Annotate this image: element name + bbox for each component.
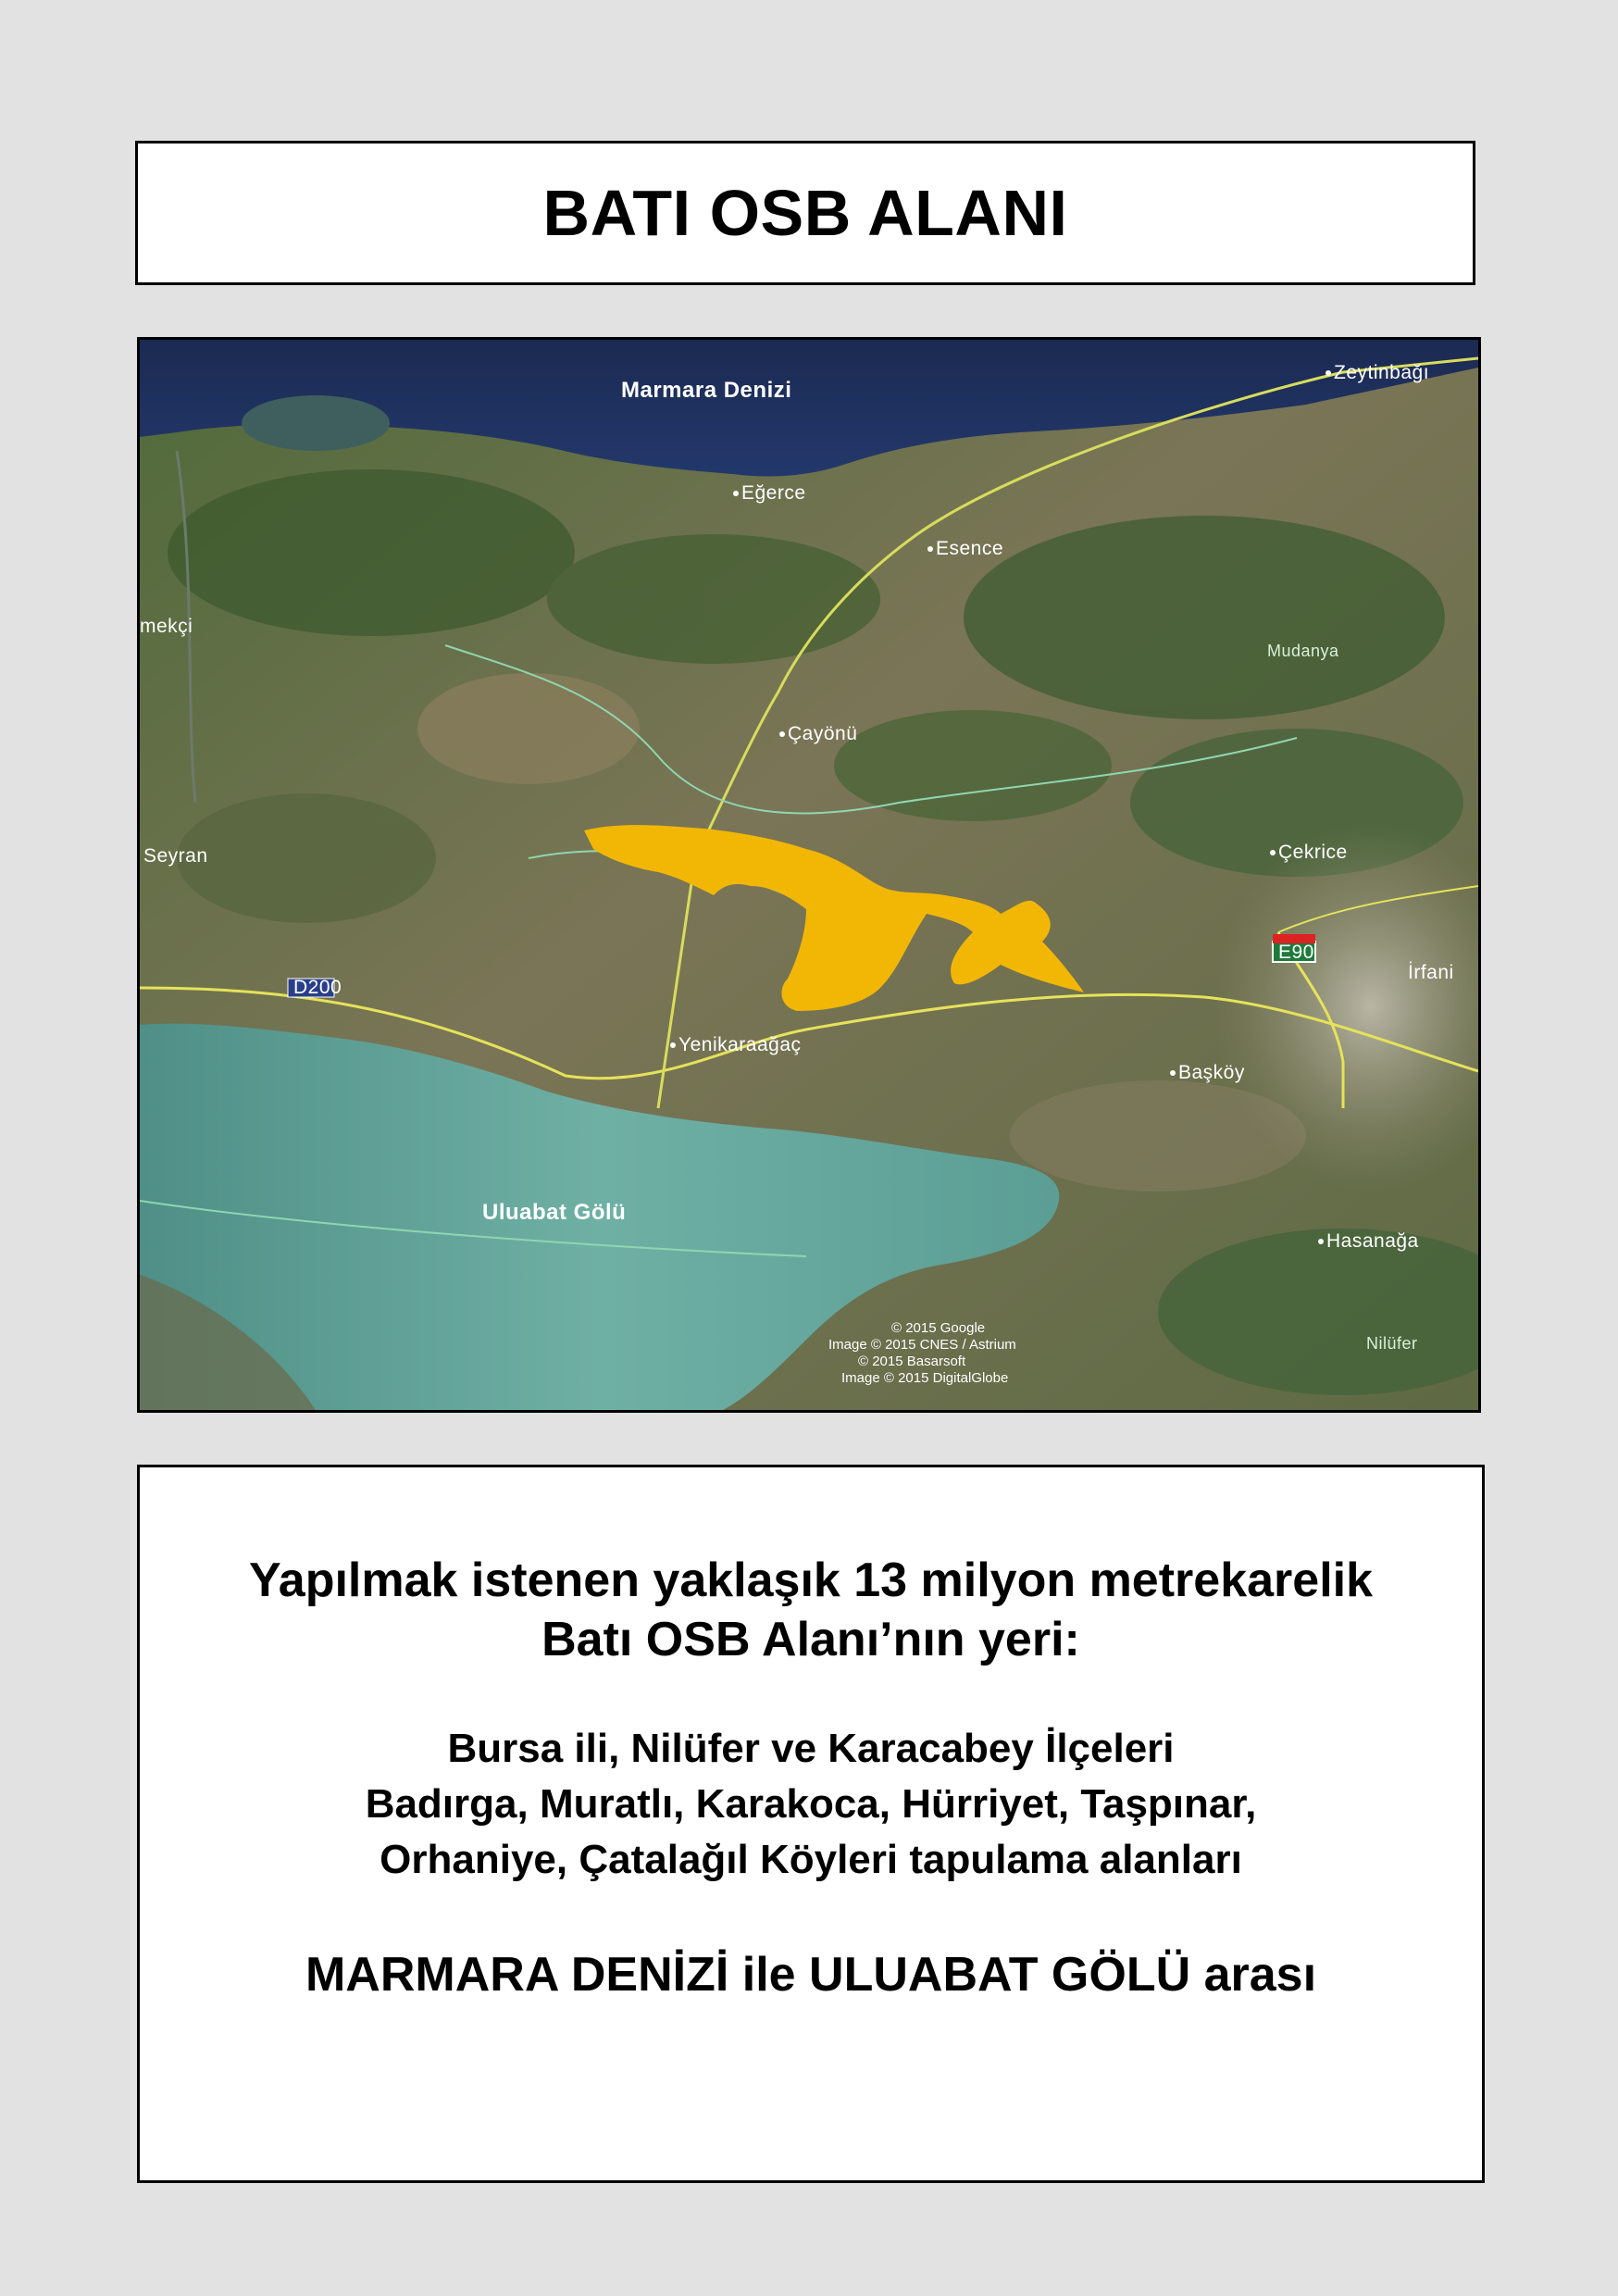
title-box [135,141,1475,285]
page-title: BATI OSB ALANI [542,177,1068,249]
lead-line-1: Yapılmak istenen yaklaşık 13 milyon metrekarelik [248,1554,1374,1607]
satellite-map[interactable] [137,337,1481,1413]
yenikaraagac-label: Yenikaraağaç [678,1034,802,1055]
egerce-label: Eğerce [741,482,806,504]
detail-line-1: Bursa ili, Nilüfer ve Karacabey İlçeleri [447,1726,1175,1771]
attribution-1: © 2015 Google [891,1320,986,1336]
detail-line-2: Badırga, Muratlı, Karakoca, Hürriyet, Taşpınar, [365,1781,1257,1827]
d200-label: D200 [293,977,342,998]
hasanaga-label: Hasanağa [1326,1230,1419,1252]
detail-line-3: Orhaniye, Çatalağıl Köyleri tapulama alanları [380,1837,1242,1882]
d200-road-sign [288,977,342,998]
lead-line-2: Batı OSB Alanı’nın yeri: [541,1613,1080,1666]
attribution-2: Image © 2015 CNES / Astrium [828,1337,1016,1353]
lead-text [140,1551,1482,1669]
cayonu-label: Çayönü [788,723,858,744]
attribution-4: Image © 2015 DigitalGlobe [841,1370,1009,1386]
map-canvas [140,340,1478,1410]
irfani-label: İrfani [1408,962,1454,983]
esence-label: Esence [936,538,1004,559]
location-details [140,1721,1482,1888]
seyran-label: Seyran [143,845,208,867]
attribution-3: © 2015 Basarsoft [858,1354,966,1369]
marmara-sea-label: Marmara Denizi [621,378,792,403]
zeytinbagi-label: Zeytinbağı [1334,362,1430,383]
nilufer-label: Nilüfer [1366,1334,1418,1353]
mudanya-label: Mudanya [1267,642,1339,660]
e90-label: E90 [1278,942,1314,963]
uluabat-lake-label: Uluabat Gölü [482,1200,627,1225]
lagoon [242,395,390,451]
mekci-label: mekçi [140,616,193,637]
e90-road-sign [1273,934,1315,963]
baskoy-label: Başköy [1178,1062,1245,1083]
footer-line: MARMARA DENİZİ ile ULUABAT GÖLÜ arası [305,1948,1317,2002]
info-box [137,1465,1485,2183]
cekrice-label: Çekrice [1278,842,1348,863]
